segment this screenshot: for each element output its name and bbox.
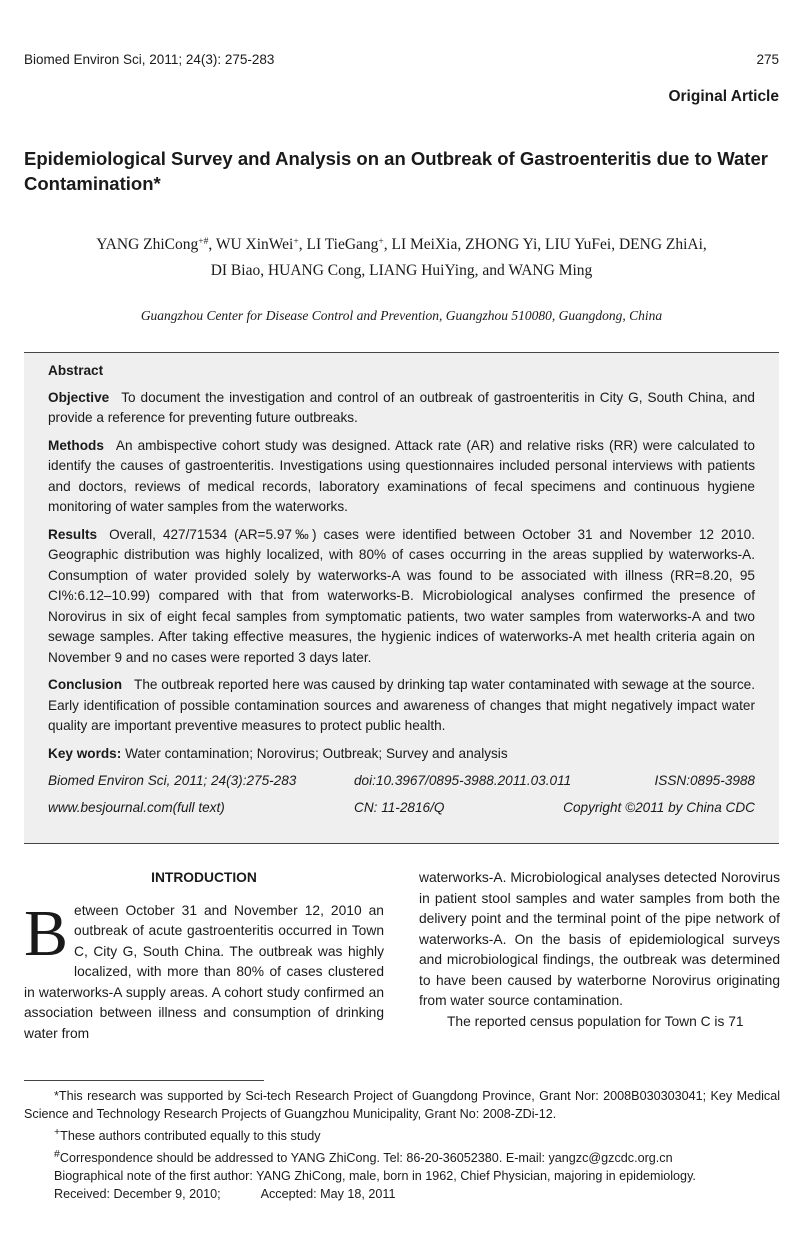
intro-paragraph bbox=[24, 896, 384, 1045]
keywords-text: Water contamination; Norovirus; Outbreak; Survey and analysis bbox=[125, 745, 508, 761]
equal-text: These authors contributed equally to this study bbox=[60, 1129, 321, 1144]
corr-sup: # bbox=[54, 1148, 60, 1161]
footnotes bbox=[24, 1087, 780, 1203]
author-sup: + bbox=[378, 237, 384, 247]
footnote-divider bbox=[24, 1080, 264, 1081]
dates-note bbox=[24, 1185, 780, 1203]
abstract-results bbox=[48, 525, 755, 669]
census-paragraph: The reported census population for Town C is 71 bbox=[447, 1013, 744, 1029]
conclusion-text: The outbreak reported here was caused by drinking tap water contaminated with sewage at the source. Early identification of possible contamination sources and awareness of changes that might negatively impact water quality are important preventive measures to protect public health. bbox=[48, 677, 755, 733]
author-separator: , bbox=[208, 236, 216, 253]
equal-sup: + bbox=[54, 1126, 61, 1138]
author-line-1 bbox=[24, 232, 779, 258]
website-link[interactable]: www.besjournal.com(full text) bbox=[48, 800, 225, 815]
intro-text: etween October 31 and November 12, 2010 an outbreak of acute gastroenteritis occurred in Town C, City G, South China. The outbreak was highly localized, with more than 80% of cases clustered in waterworks-A supply areas. A cohort study confirmed an association between illness and consumption of drinking water from bbox=[24, 902, 384, 1041]
copyright: Copyright ©2011 by China CDC bbox=[563, 800, 755, 815]
citation-row bbox=[48, 771, 755, 791]
abstract-objective bbox=[48, 388, 755, 429]
author-separator: , bbox=[298, 236, 307, 253]
author-line-2: DI Biao, HUANG Cong, LIANG HuiYing, and WANG Ming bbox=[210, 262, 593, 279]
keywords bbox=[48, 744, 755, 765]
issn: ISSN:0895-3988 bbox=[654, 773, 755, 788]
author-sup: + bbox=[293, 237, 299, 247]
cn-number: CN: 11-2816/Q bbox=[354, 800, 445, 815]
corr-text: Correspondence should be addressed to YANG ZhiCong. Tel: 86-20-36052380. E-mail: yangzc@gzcdc.org.cn bbox=[59, 1151, 673, 1166]
author-name: WU XinWei bbox=[215, 236, 294, 253]
page-number: 275 bbox=[756, 52, 779, 67]
keywords-label: Key words: bbox=[48, 745, 122, 761]
objective-label: Objective bbox=[48, 389, 110, 405]
equal-contribution-note bbox=[24, 1123, 780, 1145]
author-sup: +# bbox=[198, 237, 209, 247]
citation: Biomed Environ Sci, 2011; 24(3):275-283 bbox=[48, 773, 297, 788]
results-text: Overall, 427/71534 (AR=5.97‰) cases were identified between October 31 and November 12 2010. Geographic distribution was highly localized, with 80% of cases occurring in the areas supplied by waterworks-A. Consumption of water provided solely by waterworks-A was found to be associated with illness (RR=8.20, 95 CI%:6.12–10.99) compared with that from waterworks-B. Microbiological analyses confirmed the presence of Norovirus in six of eight fecal samples from symptomatic patients, two water samples from waterworks-A and two sewage samples. After taking effective measures, the hygienic indices of waterworks-A met health criteria again on November 9 and no cases were reported 3 days later. bbox=[48, 526, 755, 665]
drop-cap: B bbox=[24, 896, 69, 970]
results-label: Results bbox=[48, 526, 98, 542]
intro-continued: waterworks-A. Microbiological analyses detected Norovirus in patient stool samples and water samples from both the delivery point and the terminal point of the pipe network of waterworks-A. On the basis of epidemiological surveys and microbiological findings, the outbreak was determined to have been caused by waterborne Norovirus originating from water source contamination. bbox=[419, 870, 780, 1008]
correspondence-note bbox=[24, 1145, 780, 1167]
funding-note bbox=[24, 1087, 780, 1123]
conclusion-label: Conclusion bbox=[48, 677, 123, 692]
running-head: Biomed Environ Sci, 2011; 24(3): 275-283 bbox=[24, 52, 275, 67]
objective-text: To document the investigation and control of an outbreak of gastroenteritis in City G, South China, and provide a reference for preventing future outbreaks. bbox=[48, 389, 755, 425]
affiliation: Guangzhou Center for Disease Control and Prevention, Guangzhou 510080, Guangdong, China bbox=[140, 308, 663, 323]
citation-row-2 bbox=[48, 798, 755, 818]
paper-title: Epidemiological Survey and Analysis on an Outbreak of Gastroenteritis due to Water Contamination* bbox=[24, 148, 768, 194]
accepted-date: Accepted: May 18, 2011 bbox=[260, 1187, 396, 1202]
author-list bbox=[24, 232, 779, 284]
abstract-box bbox=[24, 352, 779, 844]
abstract-heading: Abstract bbox=[48, 363, 104, 378]
doi[interactable]: doi:10.3967/0895-3988.2011.03.011 bbox=[354, 773, 572, 788]
author-names-rest: , LI MeiXia, ZHONG Yi, LIU YuFei, DENG ZhiAi, bbox=[383, 236, 707, 253]
abstract-conclusion bbox=[48, 675, 755, 737]
introduction-heading: INTRODUCTION bbox=[151, 870, 257, 885]
methods-label: Methods bbox=[48, 437, 104, 453]
bio-note: Biographical note of the first author: YANG ZhiCong, male, born in 1962, Chief Physician, majoring in epidemiology. bbox=[54, 1169, 696, 1184]
received-date: Received: December 9, 2010; bbox=[54, 1187, 221, 1202]
funding-text: *This research was supported by Sci-tech Research Project of Guangdong Province, Grant Nor: 2008B030303041; Key Medical Science and Technology Research Projects of Guangzhou Municipality, Grant No: 2008-ZDi-12. bbox=[24, 1089, 780, 1121]
body-right-column bbox=[419, 868, 780, 1032]
article-type: Original Article bbox=[668, 88, 779, 105]
methods-text: An ambispective cohort study was designed. Attack rate (AR) and relative risks (RR) were calculated to identify the causes of gastroenteritis. Investigations using questionnaires included personal interviews with patients and doctors, reviews of medical records, laboratory examinations of fecal specimens and continuous hygiene monitoring of water samples from the waterworks. bbox=[48, 437, 755, 514]
author-name: LI TieGang bbox=[306, 236, 379, 253]
body-left-column bbox=[24, 868, 384, 1044]
abstract-methods bbox=[48, 436, 755, 518]
author-name: YANG ZhiCong bbox=[96, 236, 199, 253]
